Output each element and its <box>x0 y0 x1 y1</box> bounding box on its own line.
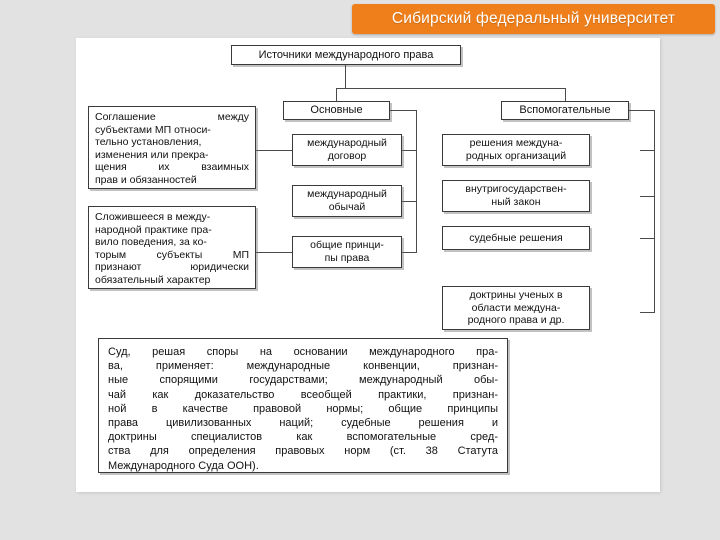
connector-def-1 <box>256 252 292 253</box>
node-aux-item-1-line1: внутригосударствен- <box>465 183 567 196</box>
connector-main-out <box>390 110 417 111</box>
node-definition-1 <box>88 206 256 289</box>
node-aux-item-0-line1: решения междуна- <box>469 137 563 150</box>
connector-main-trunk <box>416 110 417 253</box>
footnote-line-7: ства для определения правовых норм (ст. 38 Статута <box>108 445 498 458</box>
node-main-item-2-line1: общие принци- <box>310 239 384 252</box>
node-aux-item-3 <box>442 286 590 330</box>
connector-root-down <box>345 65 346 89</box>
node-definition-0-line-5: прав и обязанностей <box>95 173 197 186</box>
node-branch-main <box>283 101 390 120</box>
footnote-line-1: ва, применяет: международные конвенции, признан- <box>108 360 498 373</box>
node-aux-item-2-line1: судебные решения <box>469 231 563 244</box>
footnote-line-0: Суд, решая споры на основании международного пра- <box>108 346 498 358</box>
footnote-box <box>98 338 508 473</box>
connector-branch-aux <box>565 88 566 101</box>
connector-aux-to-item-0 <box>640 150 655 151</box>
footnote-line-5: права цивилизованных наций; судебные решения и <box>108 417 498 430</box>
connector-main-to-item-2 <box>402 252 417 253</box>
node-branch-aux-label: Вспомогательные <box>519 104 611 117</box>
connector-aux-to-item-2 <box>640 238 655 239</box>
node-definition-0-line-3: изменения или прекра- <box>95 148 209 161</box>
node-definition-0-line-1: субъектами МП относи- <box>95 123 211 136</box>
diagram-canvas <box>76 38 660 492</box>
node-main-item-0-line1: международный <box>307 137 387 150</box>
node-main-item-1 <box>292 185 402 217</box>
footnote-line-4: ной в качестве правовой нормы; общие принципы <box>108 402 498 415</box>
node-definition-0 <box>88 106 256 189</box>
node-definition-1-line-1: народной практике пра- <box>95 223 212 236</box>
node-definition-1-line-5: обязательный характер <box>95 273 211 286</box>
node-main-item-0-line2: договор <box>327 150 367 162</box>
node-definition-1-line-2: вило поведения, за ко- <box>95 236 207 249</box>
connector-aux-trunk <box>654 110 655 313</box>
title-banner <box>352 4 715 34</box>
node-branch-aux <box>501 101 629 120</box>
footnote-line-2: ные спорящими государствами; международный обы- <box>108 374 498 387</box>
node-aux-item-1 <box>442 180 590 212</box>
node-root <box>231 45 461 65</box>
node-root-label: Источники международного права <box>258 48 434 61</box>
node-aux-item-3-line3: родного права и др. <box>467 314 565 327</box>
node-aux-item-0-line2: родных организаций <box>465 150 567 162</box>
node-aux-item-3-line1: доктрины ученых в <box>469 289 563 302</box>
footnote-line-6: доктрины специалистов как вспомогательные сред- <box>108 431 498 444</box>
connector-main-to-item-1 <box>402 201 417 202</box>
connector-main-to-item-0 <box>402 150 417 151</box>
node-main-item-0 <box>292 134 402 166</box>
connector-aux-out <box>629 110 655 111</box>
node-aux-item-0 <box>442 134 590 166</box>
node-main-item-2 <box>292 236 402 268</box>
node-main-item-1-line1: международный <box>307 188 387 201</box>
footnote-line-3: чай как доказательство всеобщей практики, признан- <box>108 388 498 401</box>
node-main-item-2-line2: пы права <box>324 252 370 264</box>
connector-aux-to-item-1 <box>640 196 655 197</box>
footnote-line-8: Международного Суда ООН). <box>108 459 259 472</box>
node-aux-item-2 <box>442 226 590 250</box>
title-banner-text: Сибирский федеральный университет <box>391 10 676 27</box>
content-panel <box>76 38 660 492</box>
node-definition-1-line-4: признают юридически <box>95 261 249 274</box>
node-definition-1-line-3: торым субъекты МП <box>95 248 249 261</box>
connector-branch-main <box>336 88 337 101</box>
node-branch-main-label: Основные <box>310 104 363 117</box>
connector-aux-to-item-3 <box>640 312 655 313</box>
connector-def-0 <box>256 150 292 151</box>
node-aux-item-1-line2: ный закон <box>491 196 541 208</box>
node-definition-0-line-4: щения их взаимных <box>95 161 249 174</box>
connector-branch-bus <box>336 88 566 89</box>
node-definition-0-line-2: тельно установления, <box>95 136 202 149</box>
node-definition-1-line-0: Сложившееся в между- <box>95 211 211 223</box>
node-main-item-1-line2: обычай <box>328 201 366 213</box>
node-aux-item-3-line2: области междуна- <box>471 301 561 314</box>
node-definition-0-line-0: Соглашение между <box>95 111 249 123</box>
